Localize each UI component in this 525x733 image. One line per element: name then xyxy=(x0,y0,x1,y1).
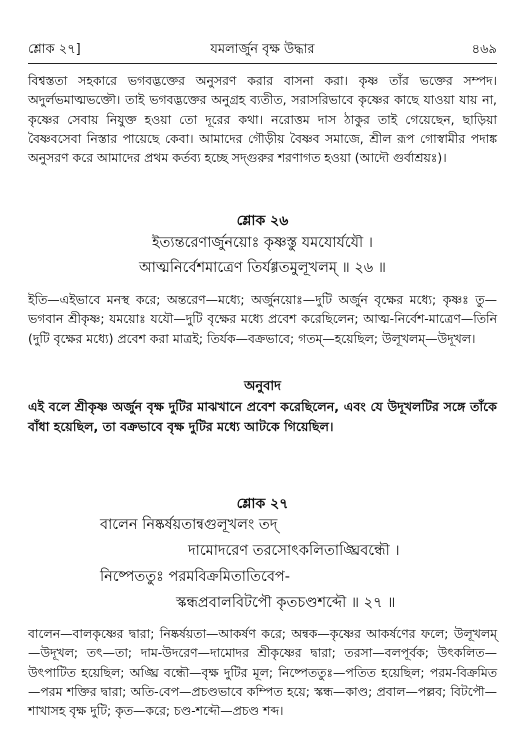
sloka-26-line-2: আত্মনির্বেশমাত্রেণ তির্যগ্গতমুলূখলম্ ॥ ২৬ ॥ xyxy=(138,260,387,276)
running-header xyxy=(28,40,497,60)
header-chapter-title: যমলার্জুন বৃক্ষ উদ্ধার xyxy=(210,42,315,57)
translation-heading: অনুবাদ xyxy=(244,379,281,394)
sloka-27-line-3: নিষ্পেততুঃ পরমবিক্রমিতাতিবেপ- xyxy=(100,569,291,585)
sloka-27-synonyms: বালেন—বালকৃষ্ণের দ্বারা; নিষ্কর্ষয়তা—আকর্ষণ করে; অন্বক—কৃষ্ণের আকর্ষণের ফলে; উলূখলম্—উদূখল; তৎ—তা; দাম-উদরেণ—দামোদর শ্রীকৃষ্ণের দ্বারা; তরসা—বলপূর্বক; উৎকলিত—উৎপাটিত হয়েছিল; অঙ্ঘ্রি বন্ধৌ—বৃক্ষ দুটির মূল; নিষ্পেততুঃ—পতিত হয়েছিল; পরম-বিক্রমিত—পরম শক্তির দ্বারা; অতি-বেপ—প্রচণ্ডভাবে কম্পিত হয়ে; স্কন্ধ—কাণ্ড; প্রবাল—পল্লব; বিটপৌ—শাখাসহ বৃক্ষ দুটি; কৃত—করে; চণ্ড-শব্দৌ—প্রচণ্ড শব্দ। xyxy=(28,626,497,719)
sloka-26-translation: এই বলে শ্রীকৃষ্ণ অর্জুন বৃক্ষ দুটির মাঝখানে প্রবেশ করেছিলেন, এবং যে উদূখলটির সঙ্গে তাঁকে বাঁধা হয়েছিল, তা বক্রভাবে বৃক্ষ দুটির মধ্যে আটকে গিয়েছিল। xyxy=(28,399,497,434)
sloka-27-line-4: স্কন্ধপ্রবালবিটপৌ কৃতচণ্ডশব্দৌ ॥ ২৭ ॥ xyxy=(176,595,396,611)
header-rule xyxy=(28,63,497,64)
sloka-27-line-2: দামোদরেণ তরসোৎকলিতাঙ্ঘ্রিবন্ধৌ । xyxy=(188,543,400,559)
header-verse-ref: শ্লোক ২৭] xyxy=(28,42,81,57)
sloka-26-title: শ্লোক ২৬ xyxy=(236,213,289,229)
header-page-number: ৪৬৯ xyxy=(471,42,497,57)
purport-paragraph: বিশ্বস্ততা সহকারে ভগবদ্ভক্তের অনুসরণ করার বাসনা করা। কৃষ্ণ তাঁর ভক্তের সম্পদ। অদুর্লভমাত্মভক্তৌ। তাই ভগবদ্ভক্তের অনুগ্রহ ব্যতীত, সরাসরিভাবে কৃষ্ণের কাছে যাওয়া যায় না, কৃষ্ণের সেবায় নিযুক্ত হওয়া তো দূরের কথা। নরোত্তম দাস ঠাকুর তাই গেয়েছেন, ছাড়িয়া বৈষ্ণবসেবা নিস্তার পায়েছে কেবা। আমাদের গৌড়ীয় বৈষ্ণব সমাজে, শ্রীল রূপ গোস্বামীর পদাঙ্ক অনুসরণ করে আমাদের প্রথম কর্তব্য হচ্ছে সদ্গুরুর শরণাগত হওয়া (আদৌ গুর্বাশ্রয়ঃ)। xyxy=(28,73,497,166)
sloka-27-line-1: বালেন নিষ্কর্ষয়তান্বগুলূখলং তদ্ xyxy=(100,517,278,533)
sloka-26-line-1: ইত্যন্তরেণার্জুনয়োঃ কৃষ্ণস্তু যমযোর্যযৌ । xyxy=(152,235,373,251)
sloka-27-title: শ্লোক ২৭ xyxy=(236,496,289,512)
sloka-26-synonyms: ইতি—এইভাবে মনস্থ করে; অন্তরেণ—মধ্যে; অর্জুনয়োঃ—দুটি অর্জুন বৃক্ষের মধ্যে; কৃষ্ণঃ তু—ভগবান শ্রীকৃষ্ণ; যময়োঃ যযৌ—দুটি বৃক্ষের মধ্যে প্রবেশ করেছিলেন; আত্ম-নির্বেশ-মাত্রেণ—তিনি (দুটি বৃক্ষের মধ্যে) প্রবেশ করা মাত্রই; তির্যক—বক্রভাবে; গতম্—হয়েছিল; উলূখলম্—উদূখল। xyxy=(28,292,497,346)
